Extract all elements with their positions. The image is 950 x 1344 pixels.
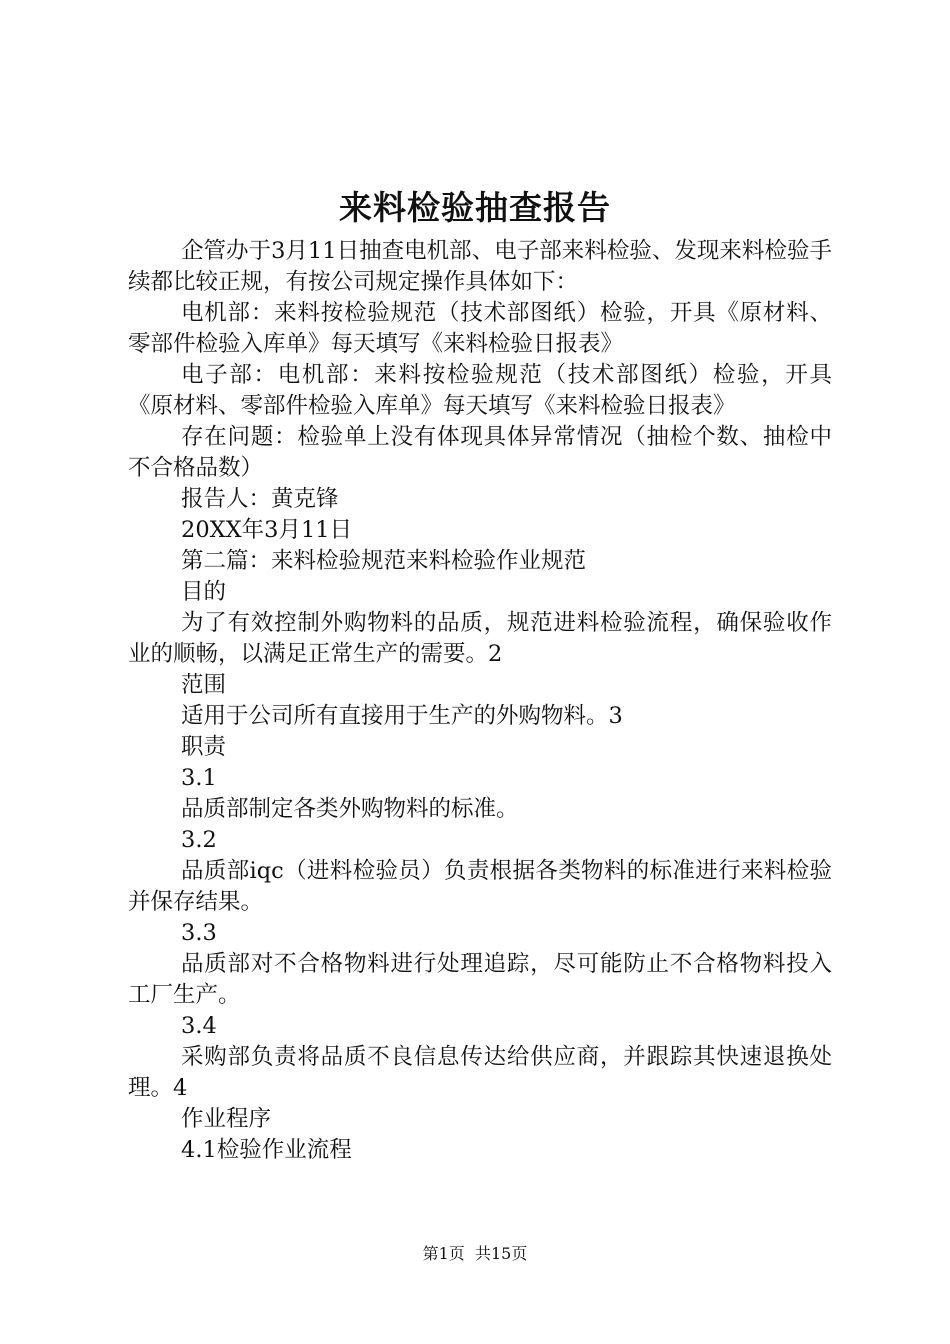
section-heading: 作业程序 — [181, 1106, 272, 1132]
paragraph: 电子部：电机部：来料按检验规范（技术部图纸）检验，开具《原材料、零部件检验入库单》每天填写《来料检验日报表》 — [128, 362, 832, 419]
section-number: 3.4 — [181, 1013, 217, 1039]
date-line: 20XX年3月11日 — [181, 517, 353, 543]
section-heading: 职责 — [181, 734, 227, 760]
paragraph: 品质部iqc（进料检验员）负责根据各类物料的标准进行来料检验并保存结果。 — [128, 858, 832, 915]
reporter-line: 报告人：黄克锋 — [181, 486, 339, 512]
paragraph: 适用于公司所有直接用于生产的外购物料。3 — [181, 703, 623, 729]
section-heading: 目的 — [181, 579, 227, 605]
paragraph: 为了有效控制外购物料的品质，规范进料检验流程，确保验收作业的顺畅，以满足正常生产的需要。2 — [128, 610, 832, 667]
paragraph: 品质部对不合格物料进行处理追踪，尽可能防止不合格物料投入工厂生产。 — [128, 951, 832, 1008]
page-footer — [0, 1243, 950, 1265]
paragraph: 存在问题：检验单上没有体现具体异常情况（抽检个数、抽检中不合格品数） — [128, 424, 832, 481]
document-title: 来料检验抽查报告 — [339, 188, 611, 227]
page-number: 第1页 — [422, 1244, 465, 1263]
section-number: 3.1 — [181, 765, 217, 791]
section-heading: 第二篇：来料检验规范来料检验作业规范 — [181, 548, 587, 574]
section-heading: 4.1检验作业流程 — [181, 1137, 352, 1163]
paragraph: 企管办于3月11日抽查电机部、电子部来料检验、发现来料检验手续都比较正规，有按公司规定操作具体如下： — [128, 238, 832, 295]
document-body — [128, 236, 832, 1166]
section-number: 3.3 — [181, 920, 217, 946]
paragraph: 电机部：来料按检验规范（技术部图纸）检验，开具《原材料、零部件检验入库单》每天填写《来料检验日报表》 — [128, 300, 832, 357]
section-heading: 范围 — [181, 672, 227, 698]
section-number: 3.2 — [181, 827, 217, 853]
paragraph: 采购部负责将品质不良信息传达给供应商，并跟踪其快速退换处理。4 — [128, 1044, 832, 1101]
paragraph: 品质部制定各类外购物料的标准。 — [181, 796, 519, 822]
page-total: 共15页 — [474, 1244, 528, 1263]
